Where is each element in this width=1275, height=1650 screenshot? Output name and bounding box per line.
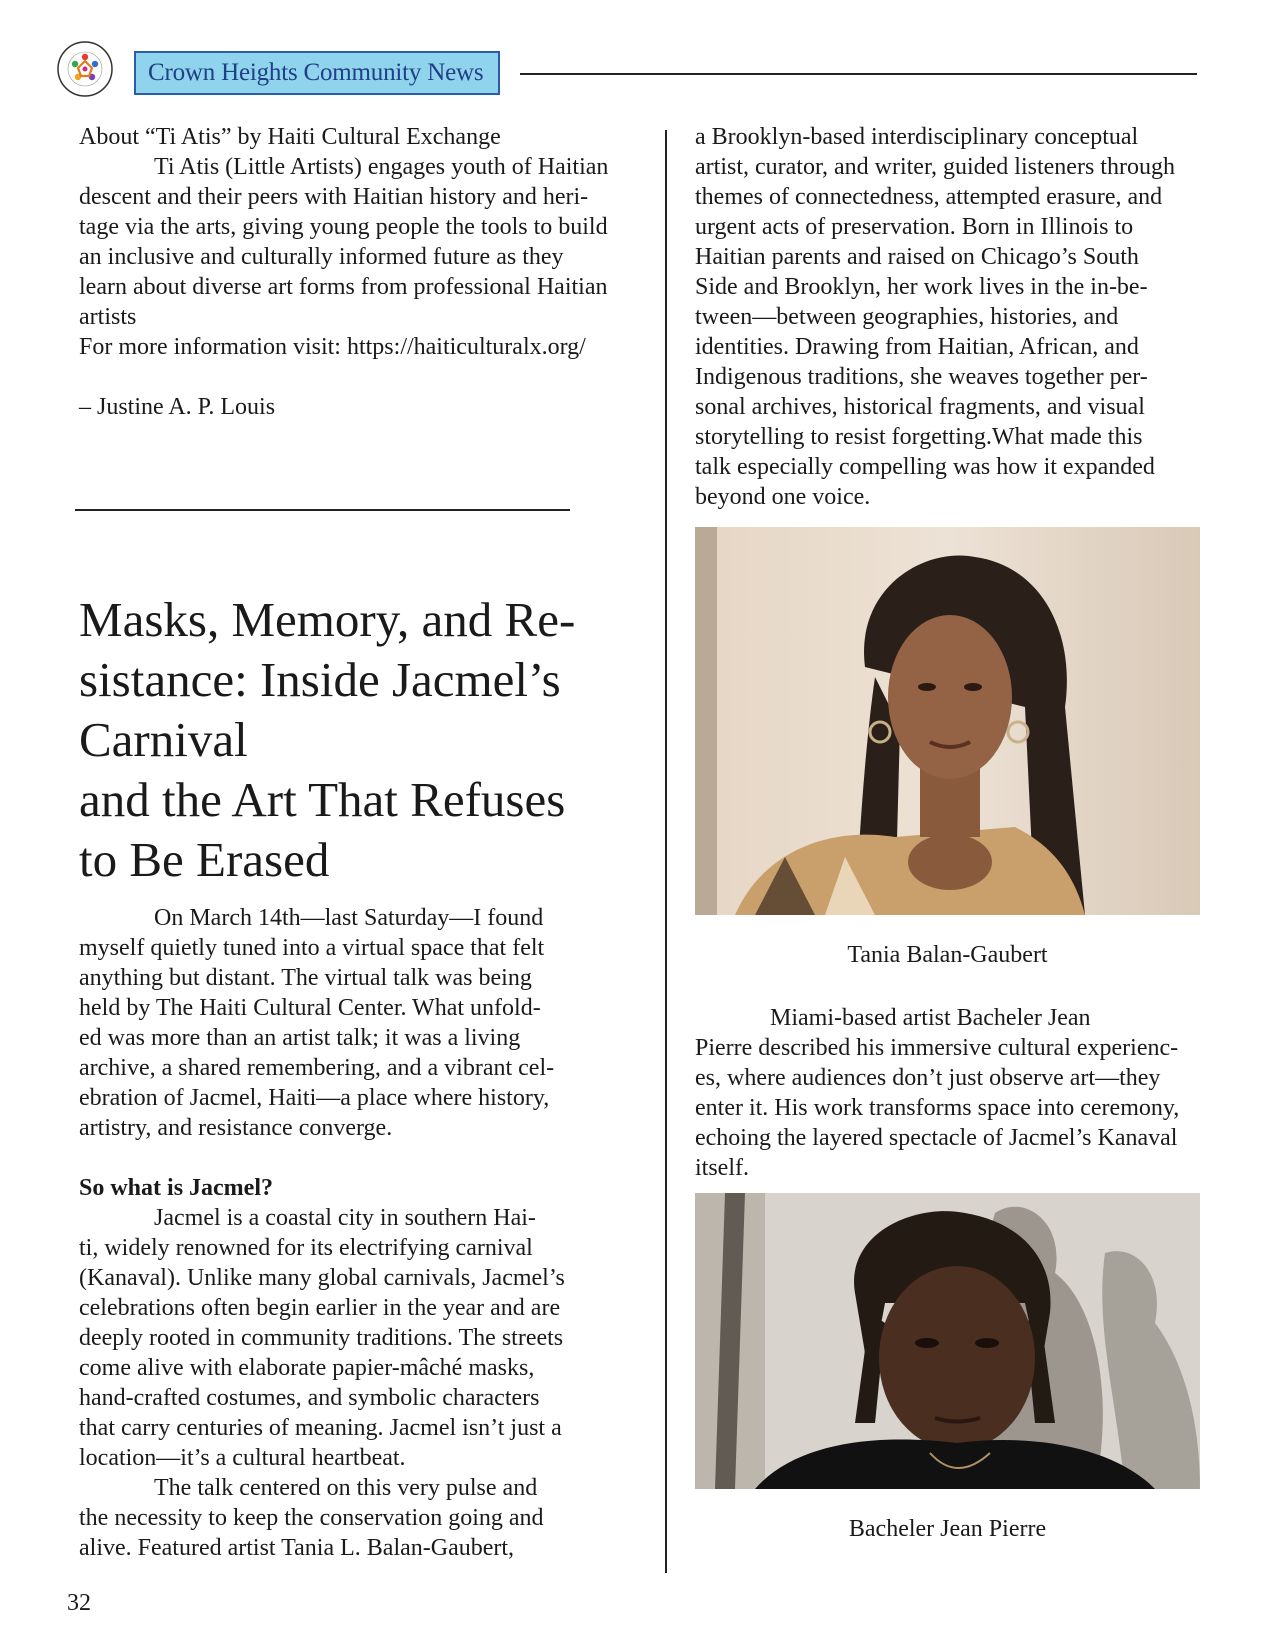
right-intro-line: urgent acts of preservation. Born in Illinois to — [695, 214, 1134, 240]
community-organization-logo — [56, 40, 114, 98]
article-headline — [79, 590, 619, 890]
right-intro-line: storytelling to resist forgetting.What made this — [695, 424, 1143, 450]
jacmel-line: ti, widely renowned for its electrifying carnival — [79, 1235, 533, 1261]
about-line: descent and their peers with Haitian history and heri- — [79, 184, 589, 210]
page-number: 32 — [67, 1590, 91, 1616]
jacmel-line: come alive with elaborate papier-mâché masks, — [79, 1355, 535, 1381]
about-title: About “Ti Atis” by Haiti Cultural Exchange — [79, 124, 501, 150]
photo-tania-balan-gaubert — [695, 527, 1200, 915]
jacmel-line: (Kanaval). Unlike many global carnivals, Jacmel’s — [79, 1265, 565, 1291]
right-column-text — [695, 122, 1215, 512]
jacmel-line: Jacmel is a coastal city in southern Hai- — [154, 1205, 536, 1231]
about-line: tage via the arts, giving young people the tools to build — [79, 214, 608, 240]
bacheler-line: es, where audiences don’t just observe art—they — [695, 1065, 1161, 1091]
jacmel-line: hand-crafted costumes, and symbolic characters — [79, 1385, 540, 1411]
right-intro-line: beyond one voice. — [695, 484, 871, 510]
intro-line: On March 14th—last Saturday—I found — [154, 905, 544, 931]
talk-line: the necessity to keep the conservation going and — [79, 1505, 544, 1531]
section-rule — [75, 509, 570, 511]
headline-line: sistance: Inside Jacmel’s — [79, 652, 561, 707]
right-intro-line: Haitian parents and raised on Chicago’s South — [695, 244, 1139, 270]
bacheler-line: enter it. His work transforms space into ceremony, — [695, 1095, 1180, 1121]
right-intro-line: tween—between geographies, histories, and — [695, 304, 1119, 330]
intro-line: artistry, and resistance converge. — [79, 1115, 393, 1141]
intro-line: archive, a shared remembering, and a vibrant cel- — [79, 1055, 555, 1081]
article-intro — [79, 903, 649, 1563]
column-divider — [665, 130, 667, 1573]
right-intro-line: themes of connectedness, attempted erasure, and — [695, 184, 1163, 210]
photo-bacheler-jean-pierre — [695, 1193, 1200, 1489]
right-intro-line: Side and Brooklyn, her work lives in the in-be- — [695, 274, 1148, 300]
photo-caption: Bacheler Jean Pierre — [848, 1516, 1047, 1542]
right-intro-line: talk especially compelling was how it expanded — [695, 454, 1155, 480]
jacmel-line: celebrations often begin earlier in the year and are — [79, 1295, 561, 1321]
bacheler-paragraph — [695, 1003, 1215, 1183]
jacmel-line: deeply rooted in community traditions. The streets — [79, 1325, 564, 1351]
about-line: Ti Atis (Little Artists) engages youth of Haitian — [154, 154, 609, 180]
masthead-title: Crown Heights Community News — [134, 51, 500, 95]
intro-line: held by The Haiti Cultural Center. What unfold- — [79, 995, 541, 1021]
right-intro-line: a Brooklyn-based interdisciplinary conceptual — [695, 124, 1139, 150]
more-info-link[interactable]: For more information visit: https://haiticulturalx.org/ — [79, 334, 586, 360]
right-intro-line: sonal archives, historical fragments, and visual — [695, 394, 1145, 420]
headline-line: and the Art That Refuses — [79, 772, 566, 827]
right-intro-line: artist, curator, and writer, guided listeners through — [695, 154, 1175, 180]
intro-line: ebration of Jacmel, Haiti—a place where history, — [79, 1085, 550, 1111]
bacheler-line: Pierre described his immersive cultural experienc- — [695, 1035, 1179, 1061]
about-ti-atis-section — [79, 122, 649, 422]
masthead-rule — [520, 73, 1197, 75]
bacheler-line: Miami-based artist Bacheler Jean — [770, 1005, 1091, 1031]
right-intro-line: identities. Drawing from Haitian, African, and — [695, 334, 1139, 360]
photo-caption: Tania Balan-Gaubert — [847, 942, 1048, 968]
headline-line: to Be Erased — [79, 832, 330, 887]
about-line: artists — [79, 304, 137, 330]
bacheler-line: itself. — [695, 1155, 749, 1181]
jacmel-line: that carry centuries of meaning. Jacmel isn’t just a — [79, 1415, 562, 1441]
headline-line: Carnival — [79, 712, 248, 767]
bacheler-line: echoing the layered spectacle of Jacmel’s Kanaval — [695, 1125, 1178, 1151]
talk-line: The talk centered on this very pulse and — [154, 1475, 538, 1501]
about-line: an inclusive and culturally informed future as they — [79, 244, 564, 270]
headline-line: Masks, Memory, and Re- — [79, 592, 576, 647]
section-subhead: So what is Jacmel? — [79, 1175, 273, 1201]
talk-line: alive. Featured artist Tania L. Balan-Gaubert, — [79, 1535, 515, 1561]
about-line: learn about diverse art forms from professional Haitian — [79, 274, 608, 300]
jacmel-line: location—it’s a cultural heartbeat. — [79, 1445, 406, 1471]
byline: – Justine A. P. Louis — [79, 394, 276, 420]
intro-line: ed was more than an artist talk; it was a living — [79, 1025, 521, 1051]
intro-line: anything but distant. The virtual talk was being — [79, 965, 532, 991]
right-intro-line: Indigenous traditions, she weaves together per- — [695, 364, 1148, 390]
intro-line: myself quietly tuned into a virtual space that felt — [79, 935, 545, 961]
